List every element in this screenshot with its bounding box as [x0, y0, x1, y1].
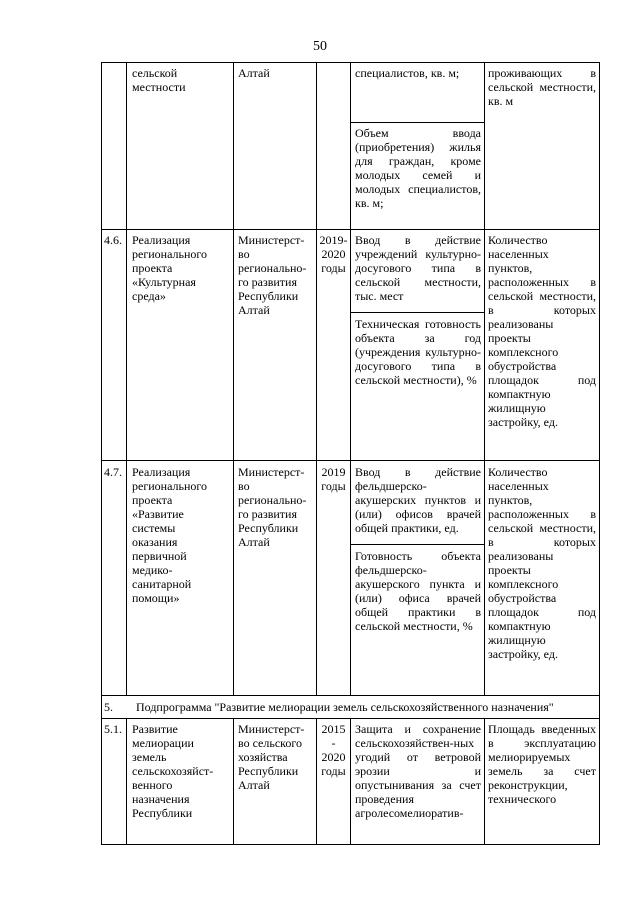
- row-4-7-executor: Министерст- во регионально- го развития Республики Алтай: [238, 465, 307, 549]
- row-4-6-years: 2019- 2020 годы: [319, 233, 348, 275]
- column-divider-name: [233, 718, 234, 844]
- indicator-split: [350, 312, 485, 313]
- table-border-bottom: [101, 844, 600, 845]
- column-divider-num: [126, 718, 127, 844]
- row-4-7-years: 2019 годы: [321, 465, 346, 493]
- cont-indicator-1: специалистов, кв. м;: [355, 66, 460, 80]
- row-separator: [101, 695, 600, 696]
- row-4-6-indicator-1: Ввод в действие учреждений культурно-досугового типа в сельской местности, тыс. мест: [355, 233, 481, 303]
- row-5-number: 5.: [104, 700, 113, 714]
- cont-indicator-2: Объем ввода (приобретения) жилья для граждан, кроме молодых семей и молодых специалистов, кв. м;: [355, 126, 481, 210]
- column-divider-indicator: [484, 718, 485, 844]
- column-divider-name: [233, 62, 234, 695]
- table-border-right: [599, 62, 600, 844]
- column-divider-num: [126, 62, 127, 695]
- indicator-split: [350, 544, 485, 545]
- cont-result: проживающих в сельской местности, кв. м: [488, 66, 596, 108]
- cont-executor: Алтай: [238, 66, 270, 80]
- table-border-left: [101, 62, 102, 844]
- table-border-top: [101, 62, 600, 63]
- column-divider-years: [350, 62, 351, 695]
- row-4-6-number: 4.6.: [104, 233, 122, 247]
- row-separator: [101, 718, 600, 719]
- cont-name: сельской местности: [132, 66, 186, 94]
- subprogram-title: Подпрограмма "Развитие мелиорации земель сельскохозяйственного назначения": [136, 700, 554, 714]
- row-4-6-indicator-2: Техническая готовность объекта за год (учреждения культурно-досугового типа в сельской местности), %: [355, 317, 481, 387]
- row-4-6-result: Количество населенных пунктов, расположенных в сельской местности, в которых реализованы проекты комплексного обустройства площадок под компактную жилищную застройку, ед.: [488, 233, 596, 429]
- row-5-1-indicator-1: Защита и сохранение сельскохозяйствен-ных угодий от ветровой эрозии и опустынивания за счет проведения агролесомелиоратив-: [355, 722, 481, 820]
- indicator-split: [350, 122, 485, 123]
- row-4-7-indicator-2: Готовность объекта фельдшерско-акушерского пункта и (или) офиса врачей общей практики в сельской местности, %: [355, 549, 481, 633]
- page-number: 50: [313, 39, 327, 54]
- row-4-7-result: Количество населенных пунктов, расположенных в сельской местности, в которых реализованы проекты комплексного обустройства площадок под компактную жилищную застройку, ед.: [488, 465, 596, 661]
- row-4-7-name: Реализация регионального проекта «Развитие системы оказания первичной медико- санитарной помощи»: [132, 465, 208, 605]
- row-5-1-years: 2015 - 2020 годы: [321, 722, 346, 778]
- column-divider-indicator: [484, 62, 485, 695]
- column-divider-years: [350, 718, 351, 844]
- row-separator: [101, 229, 600, 230]
- row-5-1-executor: Министерст- во сельского хозяйства Республики Алтай: [238, 722, 305, 792]
- row-5-1-name: Развитие мелиорации земель сельскохозяйст- венного назначения Республики: [132, 722, 214, 820]
- row-4-7-number: 4.7.: [104, 465, 122, 479]
- row-5-1-result: Площадь введенных в эксплуатацию мелиорируемых земель за счет реконструкции, технического: [488, 722, 596, 806]
- row-4-6-name: Реализация регионального проекта «Культурная среда»: [132, 233, 208, 303]
- row-separator: [101, 460, 600, 461]
- row-5-1-number: 5.1.: [104, 722, 122, 736]
- column-divider-exec: [316, 62, 317, 695]
- row-4-7-indicator-1: Ввод в действие фельдшерско-акушерских пунктов и (или) офисов врачей общей практики, ед.: [355, 465, 481, 535]
- row-4-6-executor: Министерст- во регионально- го развития Республики Алтай: [238, 233, 307, 317]
